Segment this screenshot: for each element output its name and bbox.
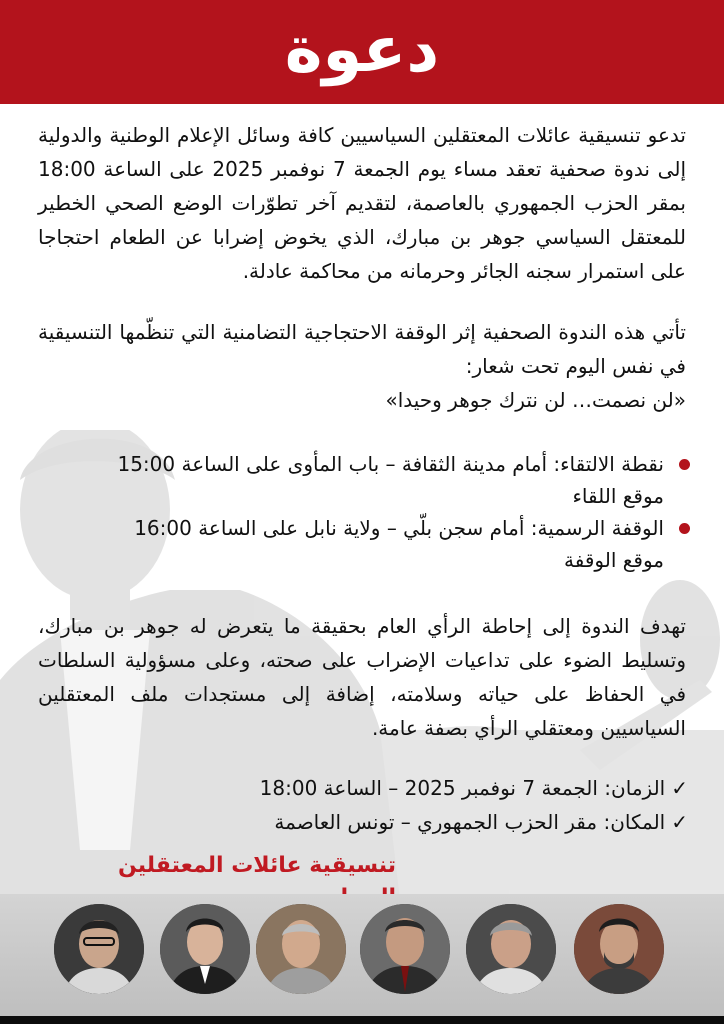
portrait-photo [360, 904, 450, 994]
portrait-photo [466, 904, 556, 994]
organizer-name: تنسيقية عائلات المعتقلين [118, 853, 396, 878]
portrait-photo [54, 904, 144, 994]
header-banner [0, 0, 724, 104]
event-time: الزمان: الجمعة 7 نوفمبر 2025 – الساعة 18:00 [259, 776, 666, 800]
context-paragraph [38, 315, 686, 417]
event-details [48, 771, 688, 839]
portrait-photo [160, 904, 250, 994]
slogan-text: «لن نصمت… لن نترك جوهر وحيدا» [385, 388, 686, 412]
bottom-edge [0, 1016, 724, 1024]
checkmark-icon: ✓ [671, 810, 688, 834]
bullet-dot-icon [679, 459, 690, 470]
page-title: دعوة [284, 13, 440, 87]
detainee-portraits-strip [0, 894, 724, 1024]
goal-paragraph: تهدف الندوة إلى إحاطة الرأي العام بحقيقة ما يتعرض له جوهر بن مبارك، وتسليط الضوء على تداعيات الإضراب على صحته، وعلى مسؤولية السلطات في الحفاظ على حياته وسلامته، إضافة إلى مستجدات ملف المعتقلين السياسيين ومعتقلي الرأي بصفة عامة. [38, 614, 686, 740]
event-time-row [48, 771, 688, 805]
checkmark-icon: ✓ [671, 776, 688, 800]
bullet-dot-icon [679, 523, 690, 534]
meeting-points-list [36, 448, 696, 576]
portrait-photo [574, 904, 664, 994]
event-place: المكان: مقر الحزب الجمهوري – تونس العاصمة [274, 810, 666, 834]
list-item [36, 512, 696, 576]
event-place-row [48, 805, 688, 839]
context-text: تأتي هذه الندوة الصحفية إثر الوقفة الاحتجاجية التضامنية التي تنظّمها التنسيقية في نفس اليوم تحت شعار: [38, 320, 686, 378]
portrait-photo [256, 904, 346, 994]
list-item [36, 448, 696, 512]
vigil-location-link[interactable]: موقع الوقفة [564, 548, 664, 572]
official-vigil-text: الوقفة الرسمية: أمام سجن بلّي – ولاية نابل على الساعة 16:00 [134, 516, 664, 540]
meeting-location-link[interactable]: موقع اللقاء [572, 484, 664, 508]
meeting-point-text: نقطة الالتقاء: أمام مدينة الثقافة – باب المأوى على الساعة 15:00 [117, 452, 664, 476]
intro-paragraph: تدعو تنسيقية عائلات المعتقلين السياسيين كافة وسائل الإعلام الوطنية والدولية إلى ندوة صحفية تعقد مساء يوم الجمعة 7 نوفمبر 2025 على الساعة 18:00 بمقر الحزب الجمهوري بالعاصمة، لتقديم آخر تطوّرات الوضع الصحي الخطير للمعتقل السياسي جوهر بن مبارك، الذي يخوض إضرابا عن الطعام احتجاجا على استمرار سجنه الجائر وحرمانه من محاكمة عادلة. [38, 123, 686, 283]
